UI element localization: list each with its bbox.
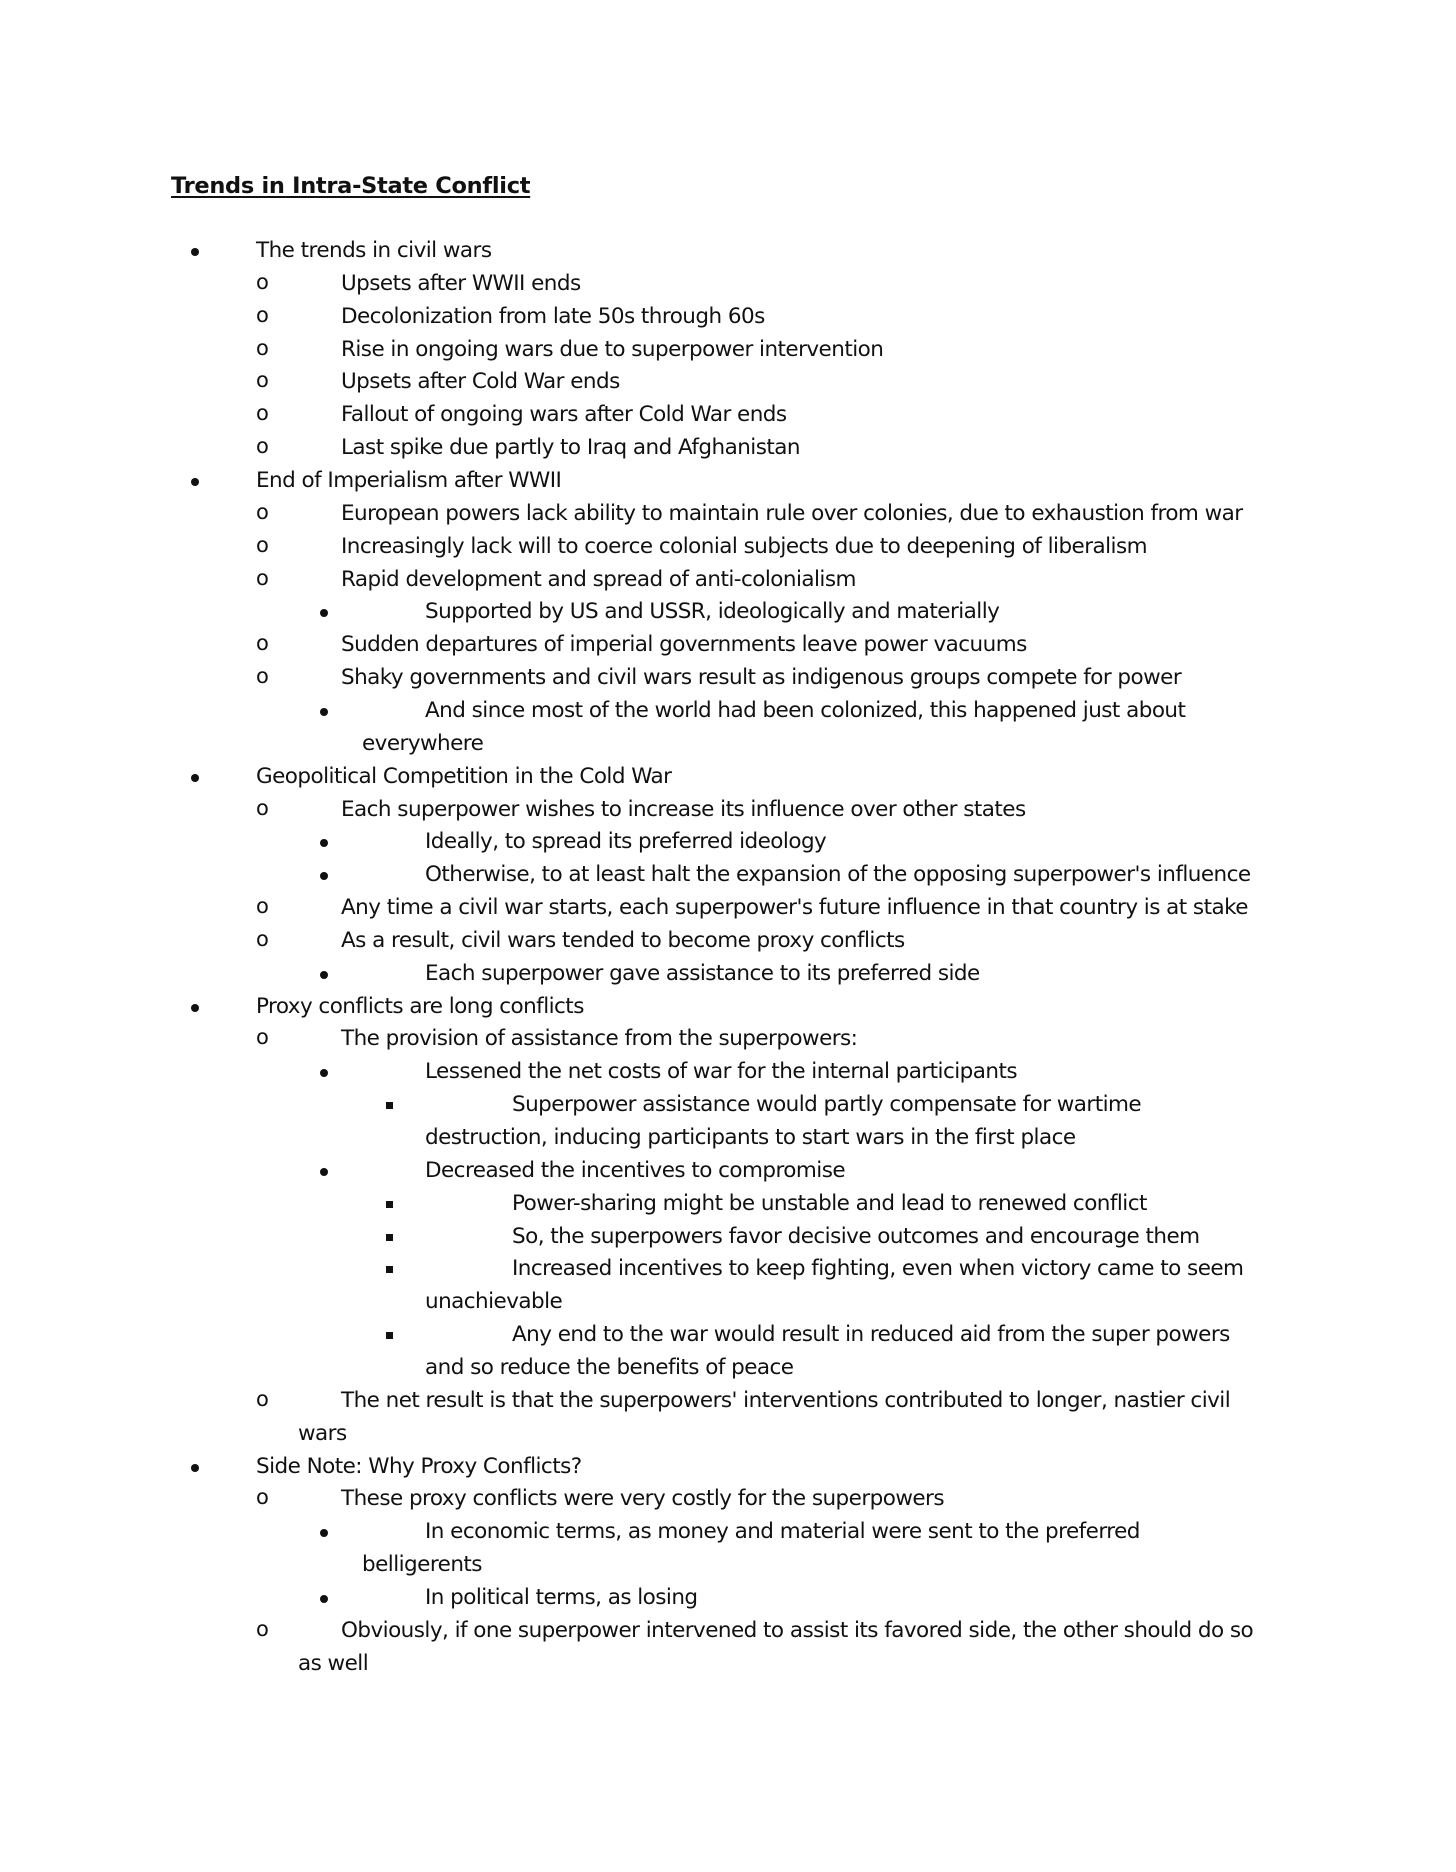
list-item-bullet (0, 236, 1456, 266)
list-item-sub-item (0, 367, 1456, 397)
list-item-sub-sub-item (0, 860, 1456, 890)
list-item-continuation (0, 1353, 1456, 1383)
circle-bullet-icon: o (256, 269, 269, 294)
list-item-sub-item (0, 893, 1456, 923)
list-item-sub-item (0, 663, 1456, 693)
circle-bullet-icon: o (256, 1616, 269, 1641)
list-item-continuation (0, 1287, 1456, 1317)
list-item-sub-item (0, 926, 1456, 956)
list-item-sub-sub-item (0, 696, 1456, 726)
list-item-text: wars (298, 1420, 347, 1446)
circle-bullet-icon: o (256, 1386, 269, 1411)
list-item-sub-item (0, 335, 1456, 365)
list-item-text: The trends in civil wars (256, 238, 492, 263)
list-item-text: Upsets after Cold War ends (341, 369, 620, 395)
list-item-text: everywhere (362, 730, 484, 756)
list-item-sub-sub-sub-item (0, 1189, 1456, 1219)
list-item-sub-sub-item (0, 827, 1456, 857)
circle-bullet-icon: o (256, 368, 269, 393)
list-item-text: unachievable (425, 1289, 563, 1315)
list-item-text: Last spike due partly to Iraq and Afghanistan (341, 435, 800, 461)
list-item-text: Increasingly lack will to coerce colonial subjects due to deepening of liberalism (341, 533, 1148, 559)
list-item-text: European powers lack ability to maintain rule over colonies, due to exhaustion from war (341, 500, 1243, 526)
circle-bullet-icon: o (256, 401, 269, 426)
circle-bullet-icon: o (256, 926, 269, 951)
list-item-bullet (0, 1452, 1456, 1482)
list-item-text: and so reduce the benefits of peace (425, 1354, 794, 1380)
list-item-sub-sub-item (0, 1517, 1456, 1547)
list-item-continuation (0, 1123, 1456, 1153)
list-item-sub-item (0, 630, 1456, 660)
list-item-text: Upsets after WWII ends (341, 270, 581, 296)
list-item-text: Power-sharing might be unstable and lead to renewed conflict (512, 1190, 1147, 1216)
list-item-sub-item (0, 532, 1456, 562)
list-item-text: The net result is that the superpowers' interventions contributed to longer, nastier civil (341, 1387, 1231, 1413)
list-item-text: Decolonization from late 50s through 60s (341, 303, 765, 329)
circle-bullet-icon: o (256, 434, 269, 459)
list-item-text: Supported by US and USSR, ideologically and materially (425, 599, 1000, 625)
list-item-text: Lessened the net costs of war for the internal participants (425, 1059, 1017, 1085)
circle-bullet-icon: o (256, 302, 269, 327)
list-item-bullet (0, 992, 1456, 1022)
list-item-text: And since most of the world had been colonized, this happened just about (425, 697, 1186, 723)
list-item-continuation (0, 1649, 1456, 1679)
list-item-text: As a result, civil wars tended to become proxy conflicts (341, 927, 905, 953)
list-item-text: Superpower assistance would partly compensate for wartime (512, 1092, 1142, 1118)
list-item-text: The provision of assistance from the superpowers: (341, 1026, 858, 1052)
list-item-text: Each superpower gave assistance to its preferred side (425, 960, 980, 986)
list-item-text: These proxy conflicts were very costly for the superpowers (341, 1486, 944, 1512)
list-item-text: In economic terms, as money and material were sent to the preferred (425, 1519, 1140, 1545)
circle-bullet-icon: o (256, 631, 269, 656)
list-item-text: End of Imperialism after WWII (256, 468, 562, 493)
list-item-text: Rapid development and spread of anti-colonialism (341, 566, 856, 592)
circle-bullet-icon: o (256, 664, 269, 688)
list-item-sub-item (0, 302, 1456, 332)
list-item-sub-item (0, 565, 1456, 595)
list-item-text: Proxy conflicts are long conflicts (256, 993, 584, 1019)
list-item-bullet (0, 466, 1456, 496)
list-item-sub-item (0, 795, 1456, 825)
circle-bullet-icon: o (256, 565, 269, 590)
list-item-sub-sub-sub-item (0, 1090, 1456, 1120)
list-item-text: belligerents (362, 1552, 482, 1577)
list-item-text: Each superpower wishes to increase its influence over other states (341, 796, 1026, 822)
list-item-sub-sub-item (0, 1156, 1456, 1186)
list-item-text: Geopolitical Competition in the Cold War (256, 763, 672, 789)
list-item-text: Shaky governments and civil wars result as indigenous groups compete for power (341, 665, 1182, 690)
list-item-sub-sub-sub-item (0, 1254, 1456, 1284)
list-item-sub-sub-item (0, 1057, 1456, 1087)
list-item-text: as well (298, 1650, 369, 1676)
list-item-sub-item (0, 1484, 1456, 1514)
circle-bullet-icon: o (256, 1025, 269, 1050)
list-item-text: So, the superpowers favor decisive outcomes and encourage them (512, 1223, 1200, 1249)
list-item-bullet (0, 762, 1456, 792)
list-item-text: Increased incentives to keep fighting, even when victory came to seem (512, 1256, 1244, 1282)
list-item-sub-sub-sub-item (0, 1320, 1456, 1350)
list-item-text: Any end to the war would result in reduced aid from the super powers (512, 1322, 1230, 1347)
circle-bullet-icon: o (256, 894, 269, 918)
list-item-text: Rise in ongoing wars due to superpower intervention (341, 336, 884, 362)
list-item-continuation (0, 1419, 1456, 1449)
circle-bullet-icon: o (256, 532, 269, 557)
list-item-sub-sub-item (0, 597, 1456, 627)
list-item-sub-item (0, 499, 1456, 529)
list-item-text: destruction, inducing participants to start wars in the first place (425, 1125, 1076, 1150)
list-item-sub-item (0, 1024, 1456, 1054)
list-item-sub-item (0, 269, 1456, 299)
circle-bullet-icon: o (256, 1485, 269, 1510)
list-item-continuation (0, 729, 1456, 759)
list-item-sub-sub-item (0, 1583, 1456, 1613)
list-item-sub-sub-item (0, 959, 1456, 989)
document-title: Trends in Intra-State Conflict (171, 173, 531, 199)
circle-bullet-icon: o (256, 499, 269, 524)
list-item-text: Ideally, to spread its preferred ideology (425, 829, 827, 855)
list-item-continuation (0, 1550, 1456, 1580)
list-item-sub-sub-sub-item (0, 1222, 1456, 1252)
list-item-text: Otherwise, to at least halt the expansion of the opposing superpower's influence (425, 862, 1251, 888)
list-item-sub-item (0, 433, 1456, 463)
list-item-sub-item (0, 1386, 1456, 1416)
circle-bullet-icon: o (256, 335, 269, 360)
list-item-text: In political terms, as losing (425, 1584, 698, 1610)
list-item-text: Sudden departures of imperial governments leave power vacuums (341, 632, 1027, 658)
circle-bullet-icon: o (256, 795, 269, 820)
list-item-sub-item (0, 1616, 1456, 1646)
list-item-sub-item (0, 400, 1456, 430)
list-item-text: Fallout of ongoing wars after Cold War ends (341, 402, 787, 428)
list-item-text: Side Note: Why Proxy Conflicts? (256, 1453, 582, 1479)
list-item-text: Any time a civil war starts, each superpower's future influence in that country is at stake (341, 895, 1248, 920)
list-item-text: Obviously, if one superpower intervened to assist its favored side, the other should do so (341, 1617, 1254, 1643)
list-item-text: Decreased the incentives to compromise (425, 1157, 846, 1183)
